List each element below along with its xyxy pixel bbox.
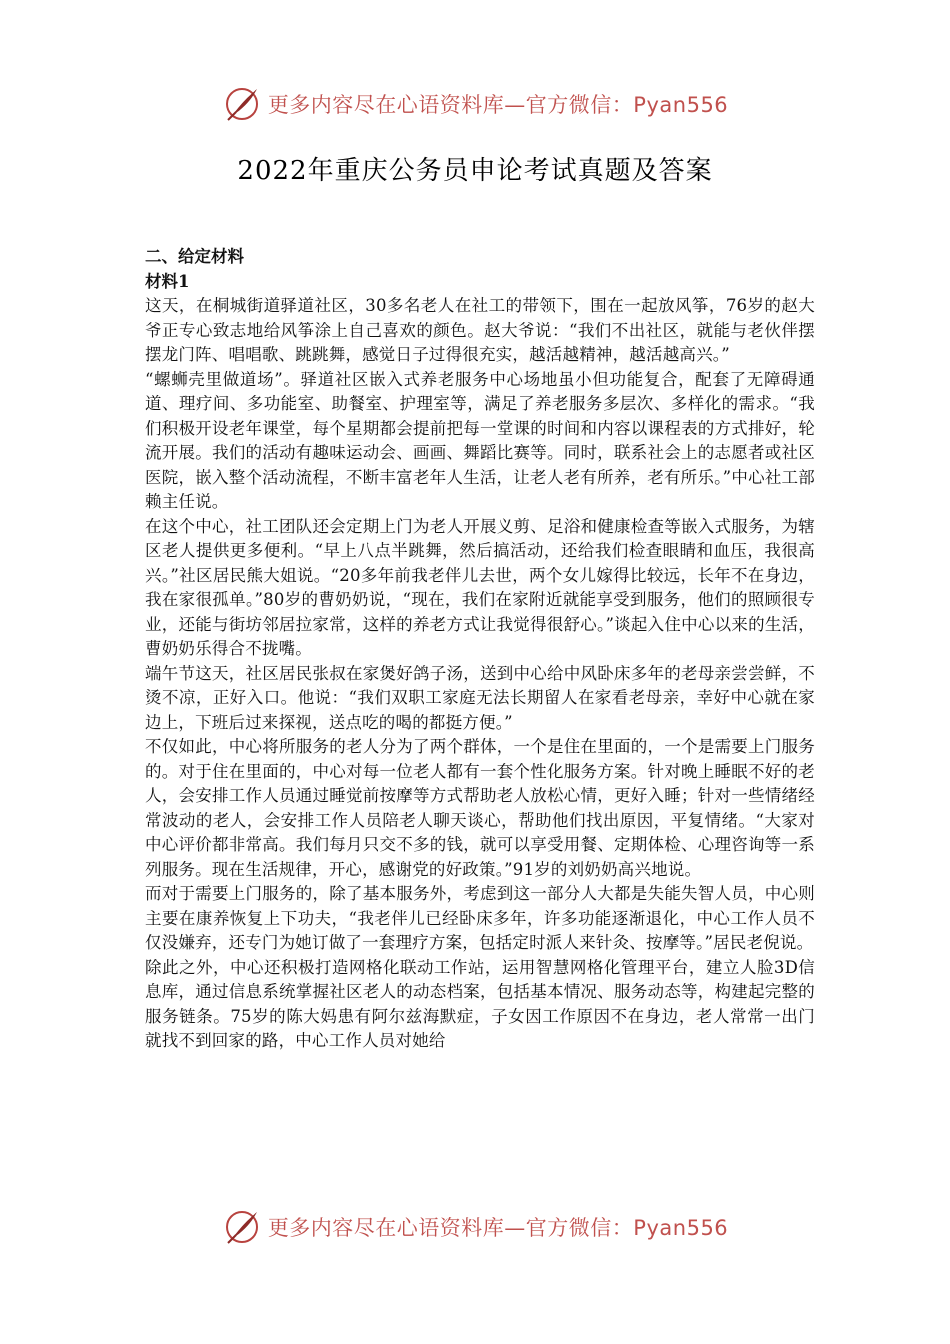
paragraph: 在这个中心，社工团队还会定期上门为老人开展义剪、足浴和健康检查等嵌入式服务，为辖区老人提供更多便利。“早上八点半跳舞，然后搞活动，还给我们检查眼睛和血压，我很高兴。”社区居民熊大姐说。“20多年前我老伴儿去世，两个女儿嫁得比较远，长年不在身边，我在家很孤单。”80岁的曹奶奶说，“现在，我们在家附近就能享受到服务，他们的照顾很专业，还能与街坊邻居拉家常，这样的养老方式让我觉得很舒心。”谈起入住中心以来的生活，曹奶奶乐得合不拢嘴。 [145, 516, 815, 658]
material-heading: 材料1 [145, 271, 190, 291]
watermark-text: 更多内容尽在心语资料库—官方微信：Pyan556 [267, 1216, 729, 1240]
footer-watermark-banner [0, 1203, 950, 1251]
section-heading: 二、给定材料 [145, 247, 244, 266]
paragraph: 端午节这天，社区居民张叔在家煲好鸽子汤，送到中心给中风卧床多年的老母亲尝尝鲜，不烫不凉，正好入口。他说：“我们双职工家庭无法长期留人在家看老母亲，幸好中心就在家边上，下班后过来探视，送点吃的喝的都挺方便。” [145, 663, 815, 732]
paragraph: 不仅如此，中心将所服务的老人分为了两个群体，一个是住在里面的，一个是需要上门服务的。对于住在里面的，中心对每一位老人都有一套个性化服务方案。针对晚上睡眠不好的老人，会安排工作人员通过睡觉前按摩等方式帮助老人放松心情，更好入睡；针对一些情绪经常波动的老人，会安排工作人员陪老人聊天谈心，帮助他们找出原因，平复情绪。“大家对中心评价都非常高。我们每月只交不多的钱，就可以享受用餐、定期体检、心理咨询等一系列服务。现在生活规律，开心，感谢党的好政策。”91岁的刘奶奶高兴地说。 [145, 737, 815, 879]
watermark-text: 更多内容尽在心语资料库—官方微信：Pyan556 [267, 93, 729, 117]
paragraph: 除此之外，中心还积极打造网格化联动工作站，运用智慧网格化管理平台，建立人脸3D信息库，通过信息系统掌握社区老人的动态档案，包括基本情况、服务动态等，构建起完整的服务链条。75岁的陈大妈患有阿尔兹海默症，子女因工作原因不在身边，老人常常一出门就找不到回家的路，中心工作人员对她给 [145, 957, 815, 1050]
paragraph: “螺蛳壳里做道场”。驿道社区嵌入式养老服务中心场地虽小但功能复合，配套了无障碍通道、理疗间、多功能室、助餐室、护理室等，满足了养老服务多层次、多样化的需求。“我们积极开设老年课堂，每个星期都会提前把每一堂课的时间和内容以课程表的方式排好，轮流开展。我们的活动有趣味运动会、画画、舞蹈比赛等。同时，联系社会上的志愿者或社区医院，嵌入整个活动流程，不断丰富老年人生活，让老人老有所养，老有所乐。”中心社工部赖主任说。 [145, 369, 815, 511]
paragraph: 而对于需要上门服务的，除了基本服务外，考虑到这一部分人大都是失能失智人员，中心则主要在康养恢复上下功夫，“我老伴儿已经卧床多年，许多功能逐渐退化，中心工作人员不仅没嫌弃，还专门为她订做了一套理疗方案，包括定时派人来针灸、按摩等。”居民老倪说。 [145, 884, 815, 952]
document-title: 2022年重庆公务员申论考试真题及答案 [237, 156, 713, 186]
document-body [145, 245, 815, 1054]
paragraph: 这天，在桐城街道驿道社区，30多名老人在社工的带领下，围在一起放风筝，76岁的赵大爷正专心致志地给风筝涂上自己喜欢的颜色。赵大爷说：“我们不出社区，就能与老伙伴摆摆龙门阵、唱唱歌、跳跳舞，感觉日子过得很充实，越活越精神，越活越高兴。” [145, 296, 815, 364]
quill-pen-logo-icon [222, 84, 262, 124]
quill-pen-logo-icon [222, 1207, 262, 1247]
header-watermark-banner [0, 80, 950, 128]
